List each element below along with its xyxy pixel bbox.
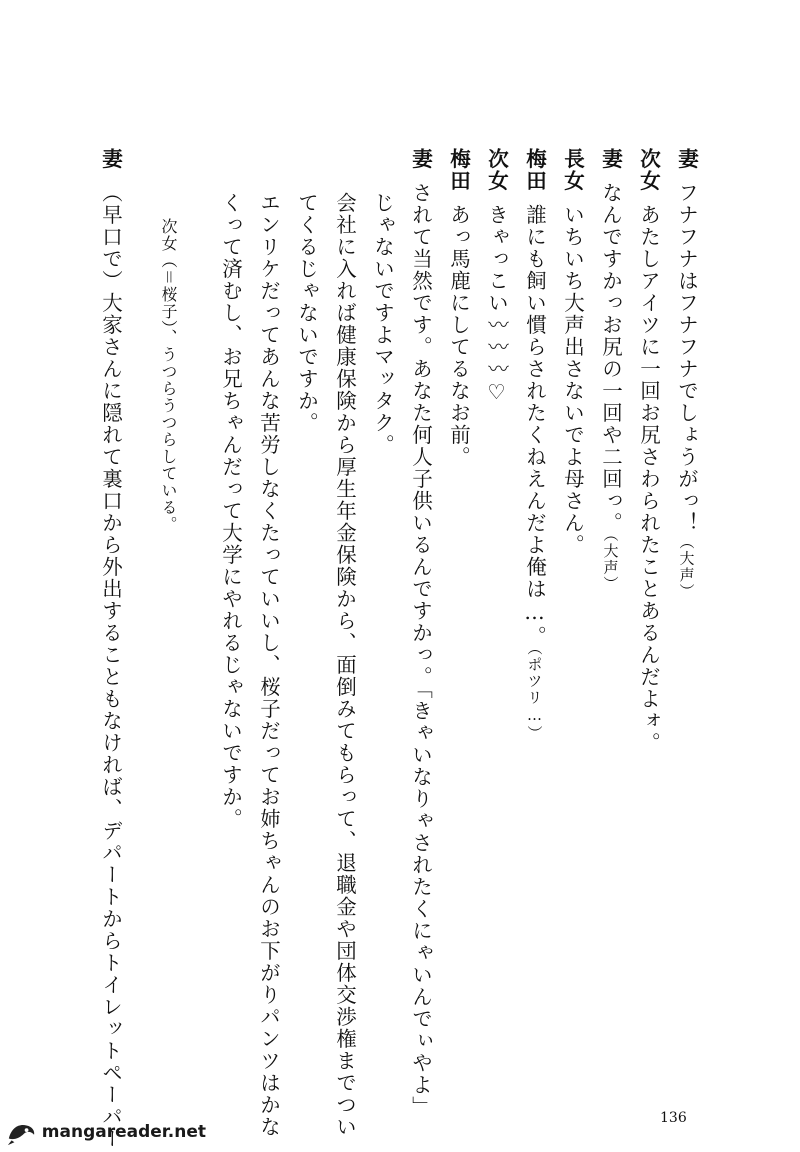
speaker-name: 次女 — [484, 148, 509, 192]
line-text: てくるじゃないですか。 — [294, 192, 319, 434]
line-text: いちいち大声出さないでよ母さん。 — [560, 204, 585, 556]
line-text: 会社に入れば健康保険から厚生年金保険から、面倒みてもらって、退職金や団体交渉権までつい — [332, 192, 357, 1138]
dialogue-line — [100, 148, 121, 1150]
dialogue-line — [486, 148, 507, 406]
line-note: （大声） — [677, 534, 696, 600]
dialogue-continuation — [372, 192, 393, 456]
line-text: （早口で）大家さんに隠れて裏口から外出することもなければ、デパートからトイレットペーパー — [98, 182, 123, 1150]
line-text: エンリケだってあんな苦労しなくたっていいし、桜子だってお姉ちゃんのお下がりパンツはかな — [256, 192, 281, 1138]
dialogue-line — [638, 148, 659, 754]
line-text: きゃっこい〰〰〰♡ — [484, 204, 509, 406]
page-number: 136 — [660, 1110, 687, 1126]
line-note: （大声） — [601, 534, 620, 593]
speaker-name: 次女 — [636, 148, 661, 192]
line-text: じゃないですよマッタク。 — [370, 192, 395, 456]
watermark-logo-icon — [6, 1117, 38, 1147]
speaker-name: 妻 — [98, 148, 123, 170]
line-text: なんですかっお尻の一回や二回っ。 — [598, 182, 623, 534]
line-text: フナフナはフナフナでしょうがっ！ — [674, 182, 699, 534]
line-note: （ポツリ…） — [525, 647, 544, 742]
speaker-name: 梅田 — [522, 148, 547, 192]
dialogue-continuation — [296, 192, 317, 434]
line-text: あっ馬鹿にしてるなお前。 — [446, 204, 471, 468]
stage-direction: 次女（＝桜子）、うつらうつらしている。 — [159, 218, 178, 533]
speaker-name: 長女 — [560, 148, 585, 192]
watermark — [6, 1114, 206, 1150]
dialogue-continuation — [220, 192, 241, 830]
speaker-name: 妻 — [598, 148, 623, 170]
watermark-text: mangareader.net — [41, 1122, 206, 1142]
speaker-name: 妻 — [674, 148, 699, 170]
dialogue-line — [600, 148, 621, 593]
dialogue-line — [410, 148, 431, 1118]
dialogue-line — [524, 148, 545, 742]
line-text: 誰にも飼い慣らされたくねえんだよ俺は…。 — [522, 204, 547, 648]
line-text: あたしアイツに一回お尻さわられたことあるんだよォ。 — [636, 204, 661, 754]
dialogue-line — [676, 148, 697, 600]
line-text: くって済むし、お兄ちゃんだって大学にやれるじゃないですか。 — [218, 192, 243, 830]
speaker-name: 梅田 — [446, 148, 471, 192]
speaker-name: 妻 — [408, 148, 433, 170]
dialogue-line — [448, 148, 469, 468]
dialogue-continuation — [258, 192, 279, 1138]
line-text: されて当然です。あなた何人子供いるんですかっ。「きゃいなりゃされたくにゃいんでぃやよ」 — [408, 182, 433, 1118]
dialogue-line — [562, 148, 583, 556]
dialogue-continuation — [334, 192, 355, 1138]
